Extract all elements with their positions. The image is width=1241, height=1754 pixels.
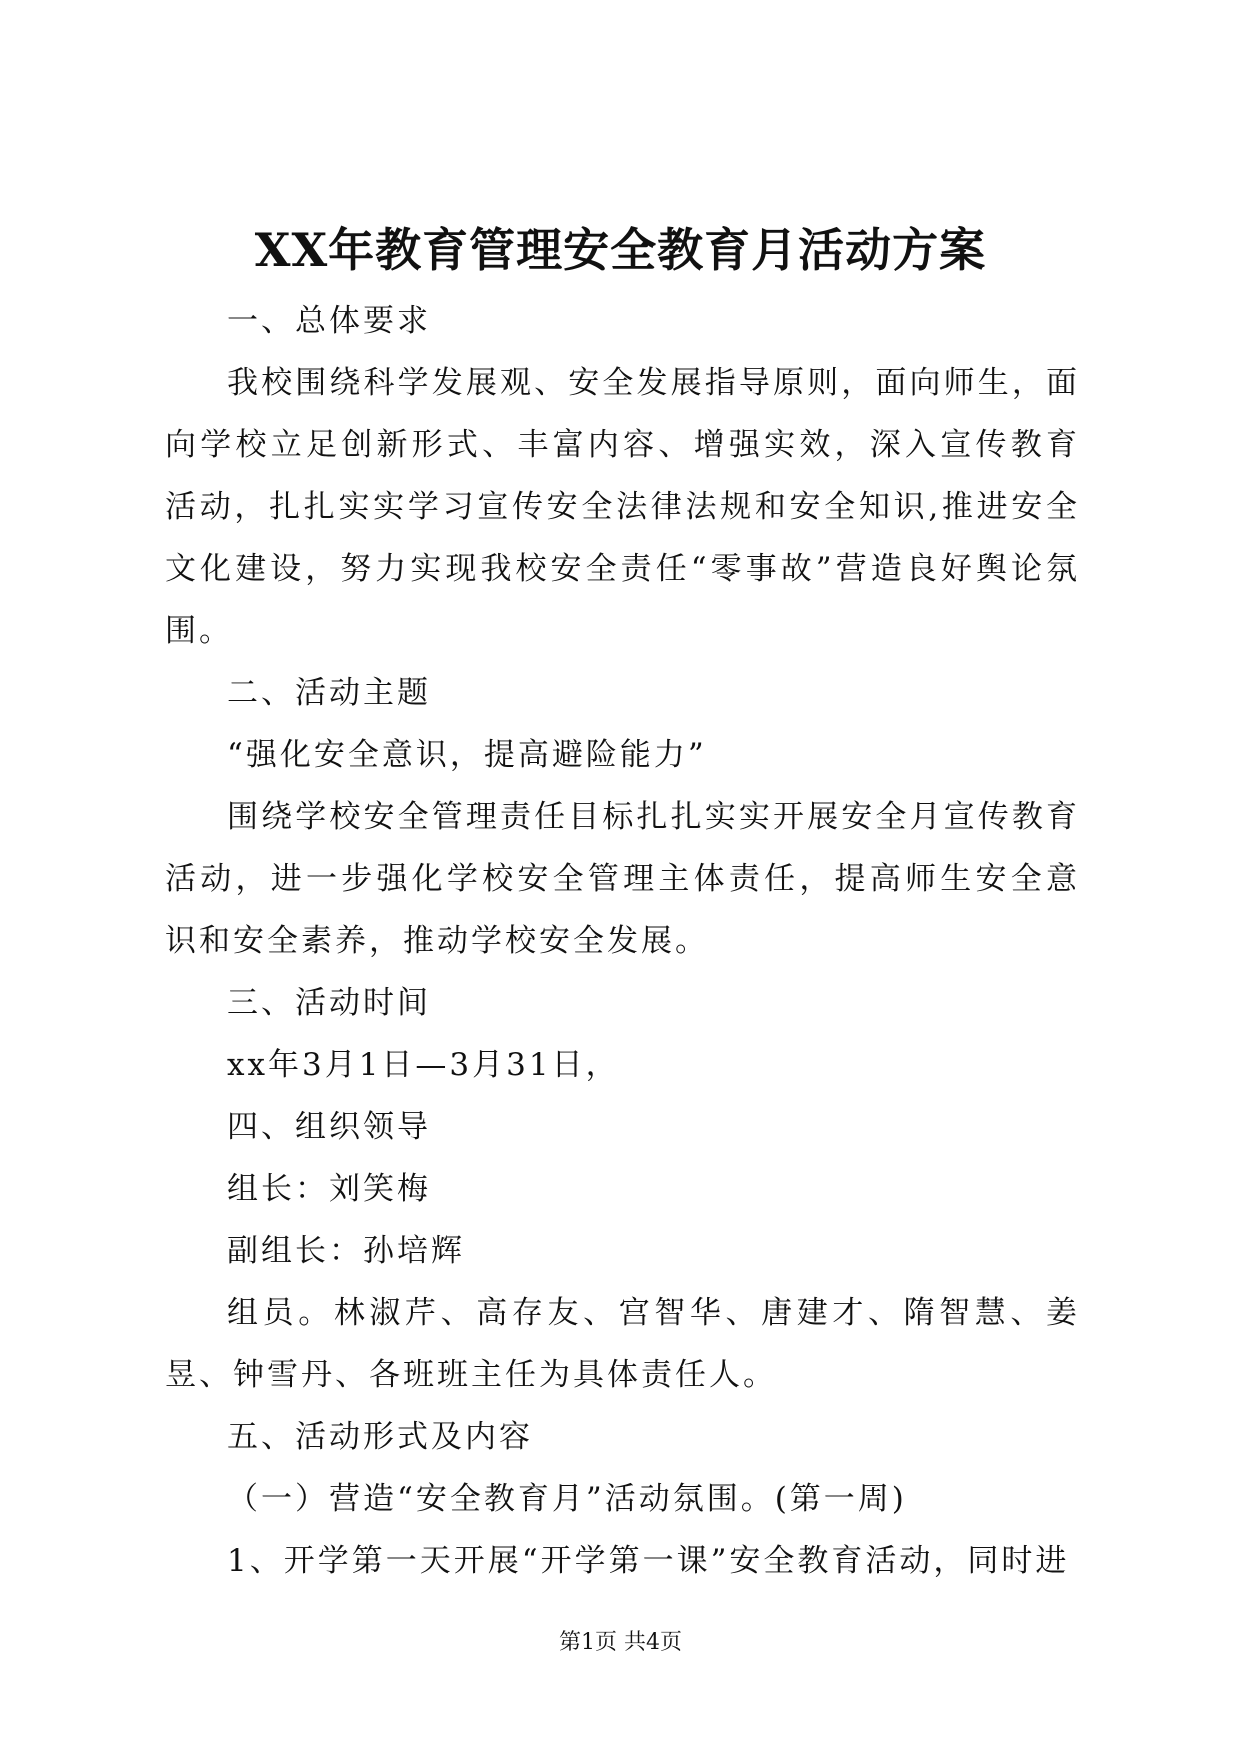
list-item-1: 1、开学第一天开展“开学第一课”安全教育活动，同时进 <box>227 1543 1070 1579</box>
deputy-group-leader: 副组长：孙培辉 <box>227 1233 465 1269</box>
paragraph-activity-theme: 围绕学校安全管理责任目标扎扎实实开展安全月宣传教育活动，进一步强化学校安全管理主体责任，提高师生安全意识和安全素养，推动学校安全发展。 <box>165 799 1080 959</box>
subsection-heading-1: （一）营造“安全教育月”活动氛围。(第一周) <box>227 1481 907 1517</box>
page-number-footer: 第1页 共4页 <box>559 1630 682 1655</box>
document-title: XX年教育管理安全教育月活动方案 <box>254 223 987 277</box>
section-heading-5: 五、活动形式及内容 <box>227 1419 533 1455</box>
group-members: 组员。林淑芹、高存友、宫智华、唐建才、隋智慧、姜昱、钟雪丹、各班班主任为具体责任人。 <box>165 1295 1080 1393</box>
section-heading-3: 三、活动时间 <box>227 985 431 1021</box>
group-leader: 组长：刘笑梅 <box>227 1171 431 1207</box>
section-heading-2: 二、活动主题 <box>227 675 431 711</box>
section-heading-4: 四、组织领导 <box>227 1109 431 1145</box>
activity-time: xx年3月1日—3月31日， <box>227 1047 620 1083</box>
paragraph-general-requirements: 我校围绕科学发展观、安全发展指导原则，面向师生，面向学校立足创新形式、丰富内容、增强实效，深入宣传教育活动，扎扎实实学习宣传安全法律法规和安全知识,推进安全文化建设，努力实现我校安全责任“零事故”营造良好舆论氛围。 <box>165 365 1080 649</box>
document-body <box>165 290 1080 1592</box>
section-heading-1: 一、总体要求 <box>227 303 431 339</box>
activity-theme: “强化安全意识，提高避险能力” <box>227 737 707 773</box>
